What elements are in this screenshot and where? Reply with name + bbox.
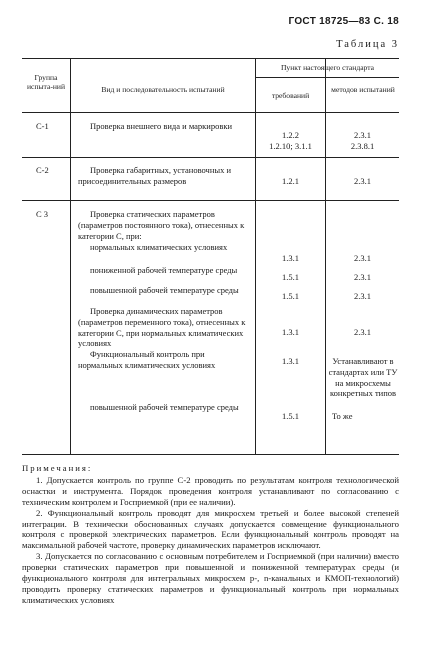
row-req: 1.5.1: [282, 411, 299, 421]
row-kind: Проверка статических параметров (параметров постоянного тока), отнесенных к категории С, при:: [78, 209, 245, 241]
page-header: ГОСТ 18725—83 С. 18: [288, 16, 399, 27]
row-kind: Функциональный контроль при нормальных климатических условиях: [78, 349, 216, 370]
row-kind: пониженной рабочей температуре среды: [90, 265, 238, 275]
test-table: [22, 58, 399, 455]
row-kind: повышенной рабочей температуре среды: [90, 402, 239, 412]
header-requirements: требований: [271, 91, 310, 100]
row-group: C-2: [36, 165, 49, 175]
note-item: 1. Допускается контроль по группе С-2 проводить по результатам контроля технологической оснастки и инструмента. Порядок проведения контроля устанавливают по согласованию с техническим контролем и Госприемкой (при ее наличии).: [22, 474, 399, 507]
row-methods: Устанавливают в стандартах или ТУ на микросхемы конкретных типов: [328, 356, 398, 399]
row-methods: 2.3.1: [354, 327, 371, 337]
table-caption: Таблица 3: [336, 39, 399, 50]
note-item: 3. Допускается по согласованию с основным потребителем и Госприемкой (при наличии) вместо проверки статических параметров при повышенной и пониженной температурах среды (и функционального контроля для интегральных микросхем p-, n-канальных и КМОП-технологий) проводить проверку статических параметров и функциональный контроль при нормальных климатических условиях: [22, 551, 399, 605]
row-methods: То же: [332, 411, 353, 421]
note-item: 2. Функциональный контроль проводят для микросхем третьей и более высокой степеней интеграции. В технически обоснованных случаях допускается совмещение функционального контроля с проверкой электрических параметров. Если функциональный контроль проводят на максимальной рабочей частоте, проверку динамических параметров исключают.: [22, 507, 399, 551]
row-methods: 2.3.1 2.3.8.1: [350, 130, 375, 151]
notes-title: Примечания:: [22, 463, 93, 473]
row-req: 1.2.2 1.2.10; 3.1.1: [269, 130, 312, 151]
row-methods: 2.3.1: [354, 253, 371, 263]
header-methods: методов испытаний: [331, 85, 395, 94]
row-methods: 2.3.1: [354, 291, 371, 301]
row-kind: Проверка внешнего вида и маркировки: [90, 121, 233, 131]
row-methods: 2.3.1: [354, 272, 371, 282]
row-kind: повышенной рабочей температуре среды: [90, 285, 239, 295]
row-req: 1.2.1: [282, 176, 299, 186]
notes: [22, 463, 399, 606]
row-req: 1.5.1: [282, 291, 299, 301]
row-methods: 2.3.1: [354, 176, 371, 186]
row-req: 1.3.1: [282, 253, 299, 263]
row-kind: Проверка динамических параметров (параметров переменного тока), отнесенных к категории С, при нормальных климатических условиях: [78, 306, 246, 349]
header-kind: Вид и последовательность испытаний: [101, 85, 225, 94]
row-req: 1.5.1: [282, 272, 299, 282]
row-group: C-1: [36, 121, 49, 131]
row-group: C 3: [36, 209, 49, 219]
row-req: 1.3.1: [282, 327, 299, 337]
row-req: 1.3.1: [282, 356, 299, 366]
header-clause: Пункт настоящего стандарта: [280, 63, 375, 72]
header-group: Группа испыта-ний: [26, 73, 66, 91]
row-kind: Проверка габаритных, установочных и присоединительных размеров: [78, 165, 232, 186]
row-kind: нормальных климатических условиях: [90, 242, 228, 252]
